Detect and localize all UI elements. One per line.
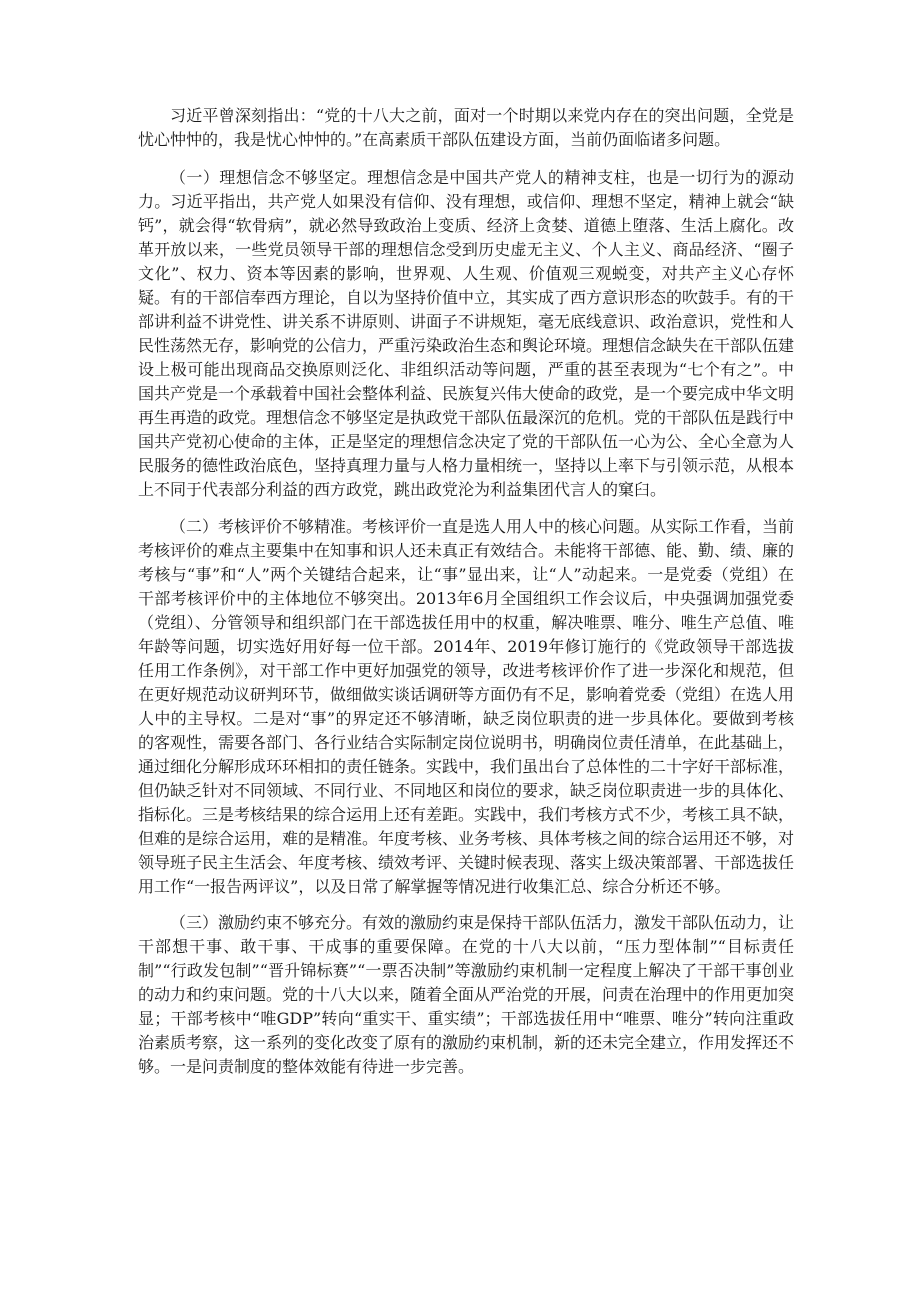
intro-paragraph: 习近平曾深刻指出：“党的十八大之前，面对一个时期以来党内存在的突出问题，全党是忧心忡忡的，我是忧心忡忡的。”在高素质干部队伍建设方面，当前仍面临诸多问题。 — [138, 106, 794, 149]
section-1-paragraph: （一）理想信念不够坚定。理想信念是中国共产党人的精神支柱，也是一切行为的源动力。习近平指出，共产党人如果没有信仰、没有理想，或信仰、理想不坚定，精神上就会“缺钙”，就会得“软骨病”，就必然导致政治上变质、经济上贪婪、道德上堕落、生活上腐化。改革开放以来，一些党员领导干部的理想信念受到历史虚无主义、个人主义、商品经济、“圈子文化”、权力、资本等因素的影响，世界观、人生观、价值观三观蜕变，对共产主义心存怀疑。有的干部信奉西方理论，自以为坚持价值中立，其实成了西方意识形态的吹鼓手。有的干部讲利益不讲党性、讲关系不讲原则、讲面子不讲规矩，毫无底线意识、政治意识，党性和人民性荡然无存，影响党的公信力，严重污染政治生态和舆论环境。理想信念缺失在干部队伍建设上极可能出现商品交换原则泛化、非组织活动等问题，严重的甚至表现为“七个有之”。中国共产党是一个承载着中国社会整体利益、民族复兴伟大使命的政党，是一个要完成中华文明再生再造的政党。理想信念不够坚定是执政党干部队伍最深沉的危机。党的干部队伍是践行中国共产党初心使命的主体，正是坚定的理想信念决定了党的干部队伍一心为公、全心全意为人民服务的德性政治底色，坚持真理力量与人格力量相统一，坚持以上率下与引领示范，从根本上不同于代表部分利益的西方政党，跳出政党沦为利益集团代言人的窠臼。 — [138, 168, 795, 499]
document-body — [138, 104, 794, 1079]
section-2-paragraph: （二）考核评价不够精准。考核评价一直是选人用人中的核心问题。从实际工作看，当前考核评价的难点主要集中在知事和识人还未真正有效结合。未能将干部德、能、勤、绩、廉的考核与“事”和“人”两个关键结合起来，让“事”显出来，让“人”动起来。一是党委（党组）在干部考核评价中的主体地位不够突出。2013年6月全国组织工作会议后，中央强调加强党委（党组）、分管领导和组织部门在干部选拔任用中的权重，解决唯票、唯分、唯生产总值、唯年龄等问题，切实选好用好每一位干部。2014年、2019年修订施行的《党政领导干部选拔任用工作条例》，对干部工作中更好加强党的领导，改进考核评价作了进一步深化和规范，但在更好规范动议研判环节，做细做实谈话调研等方面仍有不足，影响着党委（党组）在选人用人中的主导权。二是对“事”的界定还不够清晰，缺乏岗位职责的进一步具体化。要做到考核的客观性，需要各部门、各行业结合实际制定岗位说明书，明确岗位责任清单，在此基础上，通过细化分解形成环环相扣的责任链条。实践中，我们虽出台了总体性的二十字好干部标准，但仍缺乏针对不同领域、不同行业、不同地区和岗位的要求，缺乏岗位职责进一步的具体化、指标化。三是考核结果的综合运用上还有差距。实践中，我们考核方式不少，考核工具不缺，但难的是综合运用，难的是精准。年度考核、业务考核、具体考核之间的综合运用还不够，对领导班子民主生活会、年度考核、绩效考评、关键时候表现、落实上级决策部署、干部选拔任用工作“一报告两评议”，以及日常了解掌握等情况进行收集汇总、综合分析还不够。 — [138, 517, 795, 896]
section-3-paragraph: （三）激励约束不够充分。有效的激励约束是保持干部队伍活力，激发干部队伍动力，让干部想干事、敢干事、干成事的重要保障。在党的十八大以前，“压力型体制”“目标责任制”“行政发包制”“晋升锦标赛”“一票否决制”等激励约束机制一定程度上解决了干部干事创业的动力和约束问题。党的十八大以来，随着全面从严治党的开展，问责在治理中的作用更加突显；干部考核中“唯GDP”转向“重实干、重实绩”；干部选拔任用中“唯票、唯分”转向注重政治素质考察，这一系列的变化改变了原有的激励约束机制，新的还未完全建立，作用发挥还不够。一是问责制度的整体效能有待进一步完善。 — [138, 913, 795, 1076]
